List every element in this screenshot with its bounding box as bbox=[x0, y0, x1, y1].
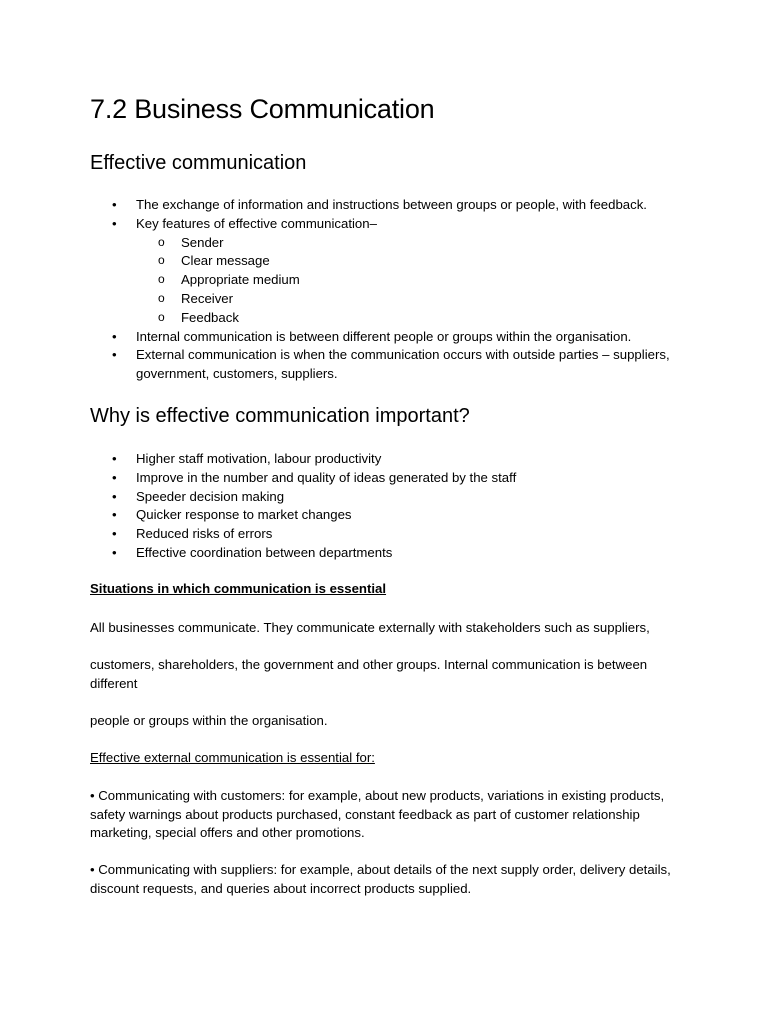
paragraph: All businesses communicate. They communicate externally with stakeholders such as suppliers, bbox=[90, 620, 650, 635]
sublist-item-text: Receiver bbox=[181, 290, 234, 306]
bullet-icon: • bbox=[112, 488, 117, 504]
bullet-icon: • bbox=[112, 347, 117, 363]
list-item-text: External communication is when the communication occurs with outside parties – suppliers, government, customers, suppliers. bbox=[136, 347, 670, 382]
list-item bbox=[90, 488, 710, 507]
page-title: 7.2 Business Communication bbox=[90, 94, 435, 124]
sublist-item-text: Clear message bbox=[181, 253, 270, 269]
list-item bbox=[90, 215, 710, 328]
bullet-icon: • bbox=[112, 215, 117, 231]
paragraph: people or groups within the organisation. bbox=[90, 713, 328, 728]
paragraph-suppliers: • Communicating with suppliers: for example, about details of the next supply order, delivery details, discount requests, and queries about incorrect products supplied. bbox=[90, 862, 671, 896]
list-item bbox=[90, 525, 710, 544]
list-item-text: Quicker response to market changes bbox=[136, 507, 352, 523]
bullet-icon: • bbox=[112, 507, 117, 523]
bullet-icon: • bbox=[112, 197, 117, 212]
bullet-icon: • bbox=[112, 544, 117, 560]
subheading-external-communication: Effective external communication is essential for: bbox=[90, 750, 375, 765]
paragraph: customers, shareholders, the government and other groups. Internal communication is between different bbox=[90, 657, 648, 691]
list-item-text: Effective coordination between departments bbox=[136, 544, 393, 560]
key-features-sublist bbox=[136, 234, 710, 328]
bullet-icon: • bbox=[112, 328, 117, 344]
list-item bbox=[90, 469, 710, 488]
section-heading-effective-communication: Effective communication bbox=[90, 152, 307, 174]
circle-bullet-icon: o bbox=[158, 253, 165, 268]
importance-list bbox=[90, 450, 710, 563]
circle-bullet-icon: o bbox=[158, 309, 165, 324]
bullet-icon: • bbox=[112, 469, 117, 485]
list-item-text: Reduced risks of errors bbox=[136, 526, 273, 542]
bullet-icon: • bbox=[112, 451, 117, 466]
list-item bbox=[90, 506, 710, 525]
sublist-item bbox=[136, 252, 710, 271]
sublist-item-text: Sender bbox=[181, 234, 224, 250]
list-item-text: The exchange of information and instructions between groups or people, with feedback. bbox=[136, 197, 647, 212]
section-heading-situations: Situations in which communication is essential bbox=[90, 581, 387, 596]
list-item bbox=[90, 196, 710, 215]
circle-bullet-icon: o bbox=[158, 290, 165, 305]
sublist-item bbox=[136, 234, 710, 253]
list-item bbox=[90, 544, 710, 563]
sublist-item-text: Appropriate medium bbox=[181, 272, 300, 288]
sublist-item bbox=[136, 309, 710, 328]
list-item-text: Improve in the number and quality of ideas generated by the staff bbox=[136, 469, 517, 485]
list-item bbox=[90, 328, 710, 347]
section-heading-why-important: Why is effective communication important? bbox=[90, 405, 470, 427]
list-item bbox=[90, 450, 710, 469]
sublist-item bbox=[136, 290, 710, 309]
effective-communication-list bbox=[90, 196, 710, 384]
list-item-text: Speeder decision making bbox=[136, 488, 285, 504]
paragraph-customers: • Communicating with customers: for example, about new products, variations in existing products, safety warnings about products purchased, constant feedback as part of customer relationship marketing, special offers and other promotions. bbox=[90, 788, 665, 840]
bullet-icon: • bbox=[112, 526, 117, 542]
circle-bullet-icon: o bbox=[158, 272, 165, 287]
list-item-text: Higher staff motivation, labour productivity bbox=[136, 451, 382, 466]
sublist-item-text: Feedback bbox=[181, 309, 239, 325]
circle-bullet-icon: o bbox=[158, 234, 165, 249]
list-item-text: Internal communication is between different people or groups within the organisation. bbox=[136, 328, 632, 344]
list-item-text: Key features of effective communication– bbox=[136, 215, 377, 231]
sublist-item bbox=[136, 271, 710, 290]
list-item bbox=[90, 346, 710, 384]
